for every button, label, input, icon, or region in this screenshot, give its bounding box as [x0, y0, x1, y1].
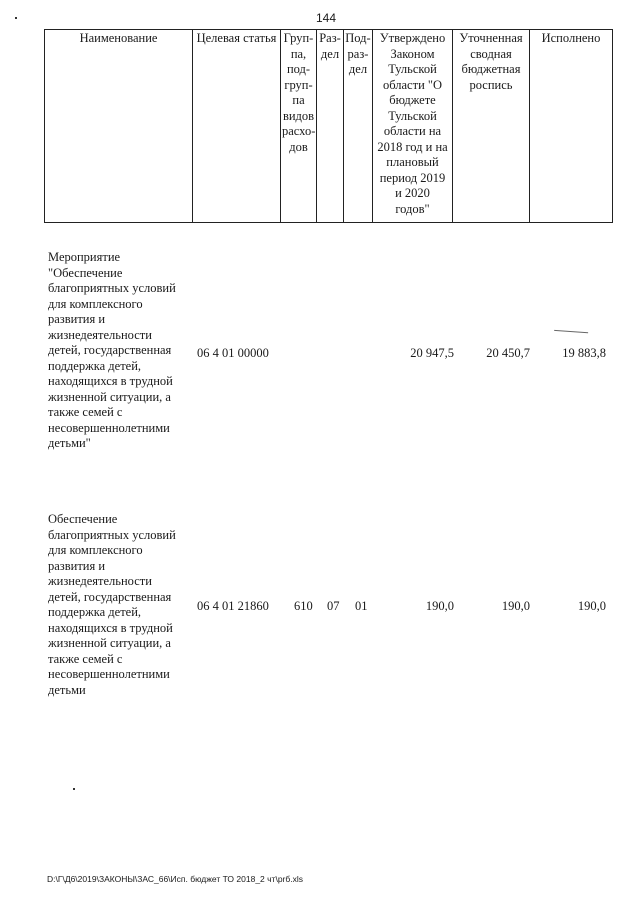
header-target-article: Целевая статья	[193, 30, 281, 223]
header-name: Наименование	[45, 30, 193, 223]
row-approved: 20 947,5	[410, 346, 454, 360]
row-approved: 190,0	[425, 599, 454, 613]
row-subsection: 01	[355, 599, 368, 613]
row-executed: 190,0	[577, 599, 606, 613]
header-approved: Утверждено Законом Тульской области "О бюджете Тульской области на 2018 год и на плановый период 2019 и 2020 годов"	[373, 30, 453, 223]
row-name: Обеспечение благоприятных условий для комплексного развития и жизнедеятельности детей, государственная поддержка детей, находящихся в трудной жизненной ситуации, а также семей с несовершеннолетними детьми	[48, 512, 176, 697]
row-expense-group: 610	[294, 599, 313, 613]
scan-speck	[15, 17, 17, 19]
file-path-footer: D:\Г\Д6\2019\ЗАКОНЫ\ЗАС_66\Исп. бюджет ТО 2018_2 чт\prб.xls	[47, 874, 303, 884]
header-executed: Исполнено	[530, 30, 613, 223]
row-target-code: 06 4 01 21860	[197, 599, 269, 613]
header-subsection: Под- раз- дел	[344, 30, 373, 223]
header-section: Раз- дел	[317, 30, 344, 223]
row-refined: 20 450,7	[486, 346, 530, 360]
pen-mark	[554, 330, 588, 337]
page-number: 144	[316, 11, 337, 25]
row-section: 07	[327, 599, 340, 613]
header-refined: Уточненная сводная бюджетная роспись	[453, 30, 530, 223]
row-name: Мероприятие "Обеспечение благоприятных условий для комплексного развития и жизнедеятельности детей, государственная поддержка детей, находящихся в трудной жизненной ситуации, а также семей с несовершеннолетними детьми"	[48, 250, 176, 450]
row-executed: 19 883,8	[562, 346, 606, 360]
row-refined: 190,0	[501, 599, 530, 613]
header-expense-group: Груп- па, под- груп- па видов расхо- дов	[281, 30, 317, 223]
table-header	[44, 29, 613, 223]
row-target-code: 06 4 01 00000	[197, 346, 269, 360]
scan-speck	[73, 788, 75, 790]
